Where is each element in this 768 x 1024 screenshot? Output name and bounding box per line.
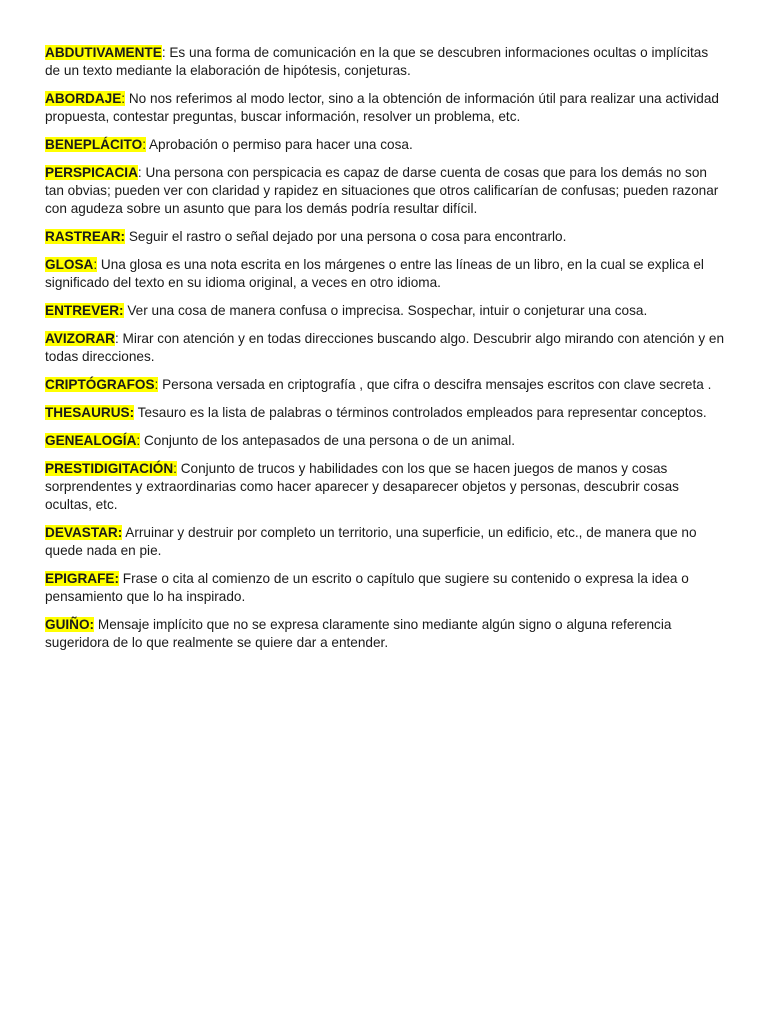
entry-definition: Persona versada en criptografía , que cifra o descifra mensajes escritos con clave secreta .	[158, 377, 712, 392]
glossary-entry-beneplacito	[45, 136, 727, 154]
glossary-entry-abdutivamente	[45, 44, 727, 80]
glossary-entry-avizorar	[45, 330, 727, 366]
entry-term: ABDUTIVAMENTE	[45, 45, 162, 60]
glossary-entry-guino	[45, 616, 727, 652]
glossary-entry-rastrear	[45, 228, 727, 246]
entry-term: GENEALOGÍA	[45, 433, 137, 448]
entry-term: GUIÑO:	[45, 617, 95, 632]
entry-term: EPIGRAFE:	[45, 571, 120, 586]
glossary-entry-epigrafe	[45, 570, 727, 606]
entry-definition: No nos referimos al modo lector, sino a la obtención de información útil para realizar una actividad propuesta, contestar preguntas, buscar información, resolver un problema, etc.	[45, 91, 719, 124]
entry-separator: :	[142, 137, 146, 152]
entry-separator: :	[154, 377, 159, 392]
entry-definition: Conjunto de los antepasados de una persona o de un animal.	[140, 433, 516, 448]
entry-term: PRESTIDIGITACIÓN	[45, 461, 174, 476]
entry-separator: :	[137, 165, 142, 180]
entry-separator: :	[173, 461, 177, 476]
glossary-document	[45, 44, 727, 662]
entry-term: THESAURUS:	[45, 405, 135, 420]
entry-term: GLOSA	[45, 257, 94, 272]
entry-term: CRIPTÓGRAFOS	[45, 377, 155, 392]
entry-definition: Mirar con atención y en todas direcciones buscando algo. Descubrir algo mirando con atención y en todas direcciones.	[45, 331, 725, 364]
glossary-entry-criptografos	[45, 376, 727, 394]
entry-separator: :	[93, 257, 98, 272]
entry-definition: Es una forma de comunicación en la que se descubren informaciones ocultas o implícitas de un texto mediante la elaboración de hipótesis, conjeturas.	[45, 45, 709, 78]
glossary-entry-genealogia	[45, 432, 727, 450]
entry-definition: Frase o cita al comienzo de un escrito o capítulo que sugiere su contenido o expresa la idea o pensamiento que lo ha inspirado.	[45, 571, 689, 604]
entry-separator: :	[161, 45, 166, 60]
glossary-entry-thesaurus	[45, 404, 727, 422]
entry-definition: Una persona con perspicacia es capaz de darse cuenta de cosas que para los demás no son tan obvias; pueden ver con claridad y rapidez en situaciones que otros calificarían de confusas; pueden razonar con agudeza sobre un asunto que para los demás podría resultar difícil.	[45, 165, 719, 216]
entry-definition: Una glosa es una nota escrita en los márgenes o entre las líneas de un libro, en la cual se explica el significado del texto en su idioma original, a veces en otro idioma.	[45, 257, 704, 290]
entry-term: DEVASTAR:	[45, 525, 123, 540]
entry-definition: Mensaje implícito que no se expresa claramente sino mediante algún signo o alguna referencia sugeridora de lo que realmente se quiere dar a entender.	[45, 617, 672, 650]
glossary-entry-devastar	[45, 524, 727, 560]
glossary-entry-prestidigitacion	[45, 460, 727, 514]
glossary-entry-glosa	[45, 256, 727, 292]
entry-term: RASTREAR:	[45, 229, 126, 244]
entry-definition: Conjunto de trucos y habilidades con los que se hacen juegos de manos y cosas sorprendentes y extraordinarias como hacer aparecer y desaparecer objetos y personas, descubrir cosas ocultas, etc.	[45, 461, 679, 512]
entry-definition: Tesauro es la lista de palabras o términos controlados empleados para representar conceptos.	[134, 405, 707, 420]
entry-definition: Arruinar y destruir por completo un territorio, una superficie, un edificio, etc., de manera que no quede nada en pie.	[45, 525, 697, 558]
entry-term: ENTREVER:	[45, 303, 124, 318]
entry-term: BENEPLÁCITO	[45, 137, 143, 152]
entry-term: ABORDAJE	[45, 91, 122, 106]
entry-term: AVIZORAR	[45, 331, 115, 346]
glossary-entry-perspicacia	[45, 164, 727, 218]
entry-definition: Ver una cosa de manera confusa o imprecisa. Sospechar, intuir o conjeturar una cosa.	[123, 303, 648, 318]
entry-separator: :	[121, 91, 126, 106]
entry-separator: :	[136, 433, 141, 448]
entry-term: PERSPICACIA	[45, 165, 138, 180]
entry-definition: Aprobación o permiso para hacer una cosa.	[145, 137, 413, 152]
entry-definition: Seguir el rastro o señal dejado por una persona o cosa para encontrarlo.	[125, 229, 567, 244]
glossary-entry-abordaje	[45, 90, 727, 126]
entry-separator: :	[114, 331, 119, 346]
glossary-entry-entrever	[45, 302, 727, 320]
